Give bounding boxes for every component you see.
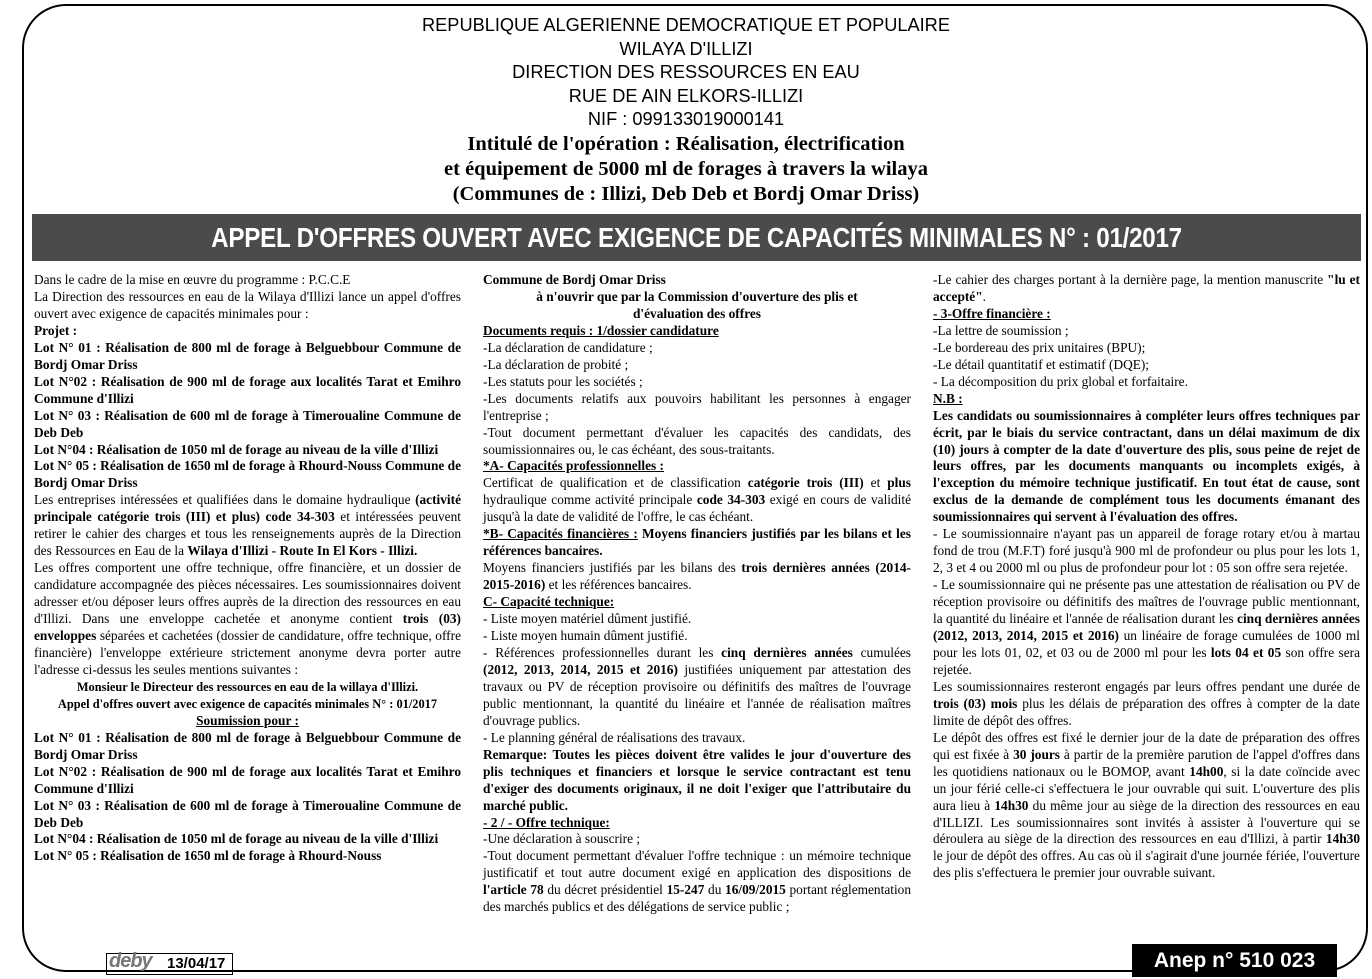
projet-label: Projet : [34,322,78,338]
commune-line: Commune de Bordj Omar Driss [483,272,666,287]
lot-item: Lot N°04 : Réalisation de 1050 ml de forage au niveau de la ville d'Illizi [34,441,439,457]
paragraph: -Le cahier des charges portant à la dernière page, la mention manuscrite "lu et accepté". [933,272,1360,304]
list-item: -Une déclaration à souscrire ; [483,831,641,847]
anep-reference: Anep n° 510 023 [1132,944,1337,977]
lot-item: Lot N°04 : Réalisation de 1050 ml de forage au niveau de la ville d'Illizi [34,831,439,847]
soumission-label: Soumission pour : [196,712,299,728]
lot-item: Lot N°02 : Réalisation de 900 ml de forage aux localités Tarat et Emihro Commune d'Illizi [34,763,461,796]
paragraph: Moyens financiers justifiés par les bilans des trois dernières années (2014-2015-2016) et les références bancaires. [483,560,911,593]
list-item: -La déclaration de probité ; [483,356,629,372]
publication-date: 13/04/17 [167,955,226,972]
header-line-direction: DIRECTION DES RESSOURCES EN EAU [512,62,860,83]
nb-text: Les candidats ou soumissionnaires à compléter leurs offres techniques par écrit, par le biais du service contractant, dans un délai maximum de dix (10) jours à compter de la date d'ouverture des plis, sous peine de rejet de leurs offres, par les documents manquants ou incomplets exigés, à l'exception du mémoire technique justificatif. En tout état de cause, sont exclus de la demande de complément tous les documents émanant des soumissionnaires qui servent à l'évaluation des offres. [933,407,1360,525]
lot-item: Lot N°02 : Réalisation de 900 ml de forage aux localités Tarat et Emihro Commune d'Illizi [34,373,461,406]
tender-banner-text: APPEL D'OFFRES OUVERT AVEC EXIGENCE DE CAPACITÉS MINIMALES N° : 01/2017 [211,222,1182,253]
lot-item: Lot N° 05 : Réalisation de 1650 ml de forage à Rhourd-Nouss Commune de Bordj Omar Driss [34,458,461,491]
paragraph: Certificat de qualification et de classification catégorie trois (III) et plus hydraulique comme activité principale code 34-303 exigé en cours de validité jusqu'à la date de validité de l'offre, le cas échéant. [483,475,911,525]
section-heading: - 3-Offre financière : [933,305,1051,321]
paragraph: Le dépôt des offres est fixé le dernier jour de la date de préparation des offres qui est fixée à 30 jours à partir de la première parution de l'appel d'offres dans les quotidiens nationaux ou le BOMOP, avant 14h00, si la date coïncide avec un jour férié celle-ci s'effectuera le jour ouvrable qui suit. L'ouverture des plis aura lieu à 14h30 du même jour au siège de la direction des ressources en eau d'ILLIZI. Les soumissionnaires sont invités à assister à l'ouverture qui se déroulera au siège de la direction des ressources en eau d'Illizi, à partir 14h30 le jour de dépôt des offres. Au cas où il s'agirait d'une journée fériée, l'ouverture des plis s'effectuera le premier jour ouvrable suivant. [933,729,1360,881]
header-line-address: RUE DE AIN ELKORS-ILLIZI [568,85,804,106]
commission-note: à n'ouvrir que par la Commission d'ouverture des plis et d'évaluation des offres [536,288,858,321]
paragraph: - Références professionnelles durant les cinq dernières années cumulées (2012, 2013, 2014, 2015 et 2016) justifiées uniquement par attestation des travaux ou PV de réception provisoire ou définitifs des maîtres de l'ouvrage public mentionnant, la quantité du linéaire et l'année de réalisation maîtres d'ouvrage publics. [483,644,912,728]
address-line: Appel d'offres ouvert avec exigence de capacités minimales N° : 01/2017 [57,696,438,711]
column-1 [34,272,461,865]
section-heading: Documents requis : 1/dossier candidature [483,322,719,338]
section-heading: *B- Capacités financières : Moyens financiers justifiés par les bilans et les références bancaires. [483,526,911,559]
paragraph: - Le soumissionnaire qui ne présente pas une attestation de réalisation ou PV de réception provisoire ou définitifs des maîtres de l'ouvrage public mentionnant, la quantité du linéaire et l'année de réalisation durant les cinq dernières années (2012, 2013, 2014, 2015 et 2016) un linéaire de forage cumulées de 1000 ml pour les lots 01, 02, et 03 ou de 2000 ml pour les lots 04 et 05 son offre sera rejetée. [933,577,1360,677]
lot-item: Lot N° 05 : Réalisation de 1650 ml de forage à Rhourd-Nouss [34,848,382,864]
column-3 [933,272,1360,882]
list-item: -Le détail quantitatif et estimatif (DQE); [933,356,1150,372]
lot-item: Lot N° 01 : Réalisation de 800 ml de forage à Belguebbour Commune de Bordj Omar Driss [34,339,461,372]
paragraph: Les offres comportent une offre technique, offre financière, et un dossier de candidature accompagnée des pièces nécessaires. Les soumissionnaires doivent adresser et/ou déposer leurs offres auprès de la direction des ressources en eau d'Illizi. Dans une enveloppe cachetée et anonyme contient trois (03) enveloppes séparées et cachetées (dossier de candidature, offre technique, offre financière) l'enveloppe extérieure strictement anonyme devra porter autre l'adresse ci-dessus les seules mentions suivantes : [34,560,462,677]
header-line-wilaya: WILAYA D'ILLIZI [619,38,753,59]
publisher-logo: deby [109,950,152,972]
address-line: Monsieur le Directeur des ressources en eau de la willaya d'Illizi. [76,679,419,694]
operation-title-2: et équipement de 5000 ml de forages à travers la wilaya [444,157,928,180]
list-item: - Le planning général de réalisations des travaux. [483,729,746,745]
paragraph: - Le soumissionnaire n'ayant pas un appareil de forage rotary et/ou à martau fond de trou (M.F.T) foré jusqu'à 900 ml de profondeur ou plus pour les lots 1, 2, 3 et 4 ou 2000 ml ou plus de profondeur pour lot : 05 son offre sera rejetée. [933,526,1360,576]
list-item: -La déclaration de candidature ; [483,339,653,355]
section-heading: C- Capacité technique: [483,594,615,610]
remark: Remarque: Toutes les pièces doivent être valides le jour d'ouverture des plis techniques et financiers et lorsque le service contractant est tenu d'exiger des documents originaux, il ne doit l'exiger que l'attributaire du marché public. [483,746,911,813]
column-2 [483,272,911,916]
list-item: -La lettre de soumission ; [933,322,1069,338]
operation-title-3: (Communes de : Illizi, Deb Deb et Bordj Omar Driss) [452,182,920,205]
paragraph: Les entreprises intéressées et qualifiées dans le domaine hydraulique (activité principale catégorie trois (III) et plus) code 34-303 et intéressées peuvent retirer le cahier des charges et tous les renseignements auprès de la Direction des Ressources en Eau de la Wilaya d'Illizi - Route In El Kors - Illizi. [34,492,461,559]
operation-title-1: Intitulé de l'opération : Réalisation, électrification [467,132,905,155]
header [0,14,1372,207]
section-heading: - 2 / - Offre technique: [483,814,610,830]
list-item: -Les documents relatifs aux pouvoirs habilitant les personnes à engager l'entreprise ; [483,390,911,423]
list-item: - Liste moyen humain dûment justifié. [483,628,688,644]
list-item: - La décomposition du prix global et forfaitaire. [933,373,1188,389]
lot-item: Lot N° 03 : Réalisation de 600 ml de forage à Timeroualine Commune de Deb Deb [34,797,461,830]
paragraph: La Direction des ressources en eau de la Wilaya d'Illizi lance un appel d'offres ouvert avec exigence de capacités minimales pour : [34,288,461,321]
list-item: -Les statuts pour les sociétés ; [483,373,643,389]
list-item: -Tout document permettant d'évaluer les capacités des candidats, des soumissionnaires ou, le cas échéant, des sous-traitants. [483,424,911,457]
nb-label: N.B : [933,390,963,406]
lot-item: Lot N° 03 : Réalisation de 600 ml de forage à Timeroualine Commune de Deb Deb [34,407,461,440]
publication-date-box [106,950,233,975]
header-line-nif: NIF : 099133019000141 [587,109,785,130]
paragraph: Les soumissionnaires resteront engagés par leurs offres pendant une durée de trois (03) mois plus les délais de préparation des offres à compter de la date limite de dépôt des offres. [933,678,1360,728]
section-heading: *A- Capacités professionnelles : [483,458,664,474]
list-item: -Le bordereau des prix unitaires (BPU); [933,339,1146,355]
paragraph: Dans le cadre de la mise en œuvre du programme : P.C.C.E [34,272,351,287]
paragraph: -Tout document permettant d'évaluer l'offre technique : un mémoire technique justificatif et tout autre document exigé en application des dispositions de l'article 78 du décret présidentiel 15-247 du 16/09/2015 portant réglementation des marchés publics et des délégations de service public ; [483,848,911,915]
tender-banner [32,214,1361,261]
lot-item: Lot N° 01 : Réalisation de 800 ml de forage à Belguebbour Commune de Bordj Omar Driss [34,729,461,762]
header-line-republic: REPUBLIQUE ALGERIENNE DEMOCRATIQUE ET POPULAIRE [422,15,950,35]
list-item: - Liste moyen matériel dûment justifié. [483,611,692,627]
